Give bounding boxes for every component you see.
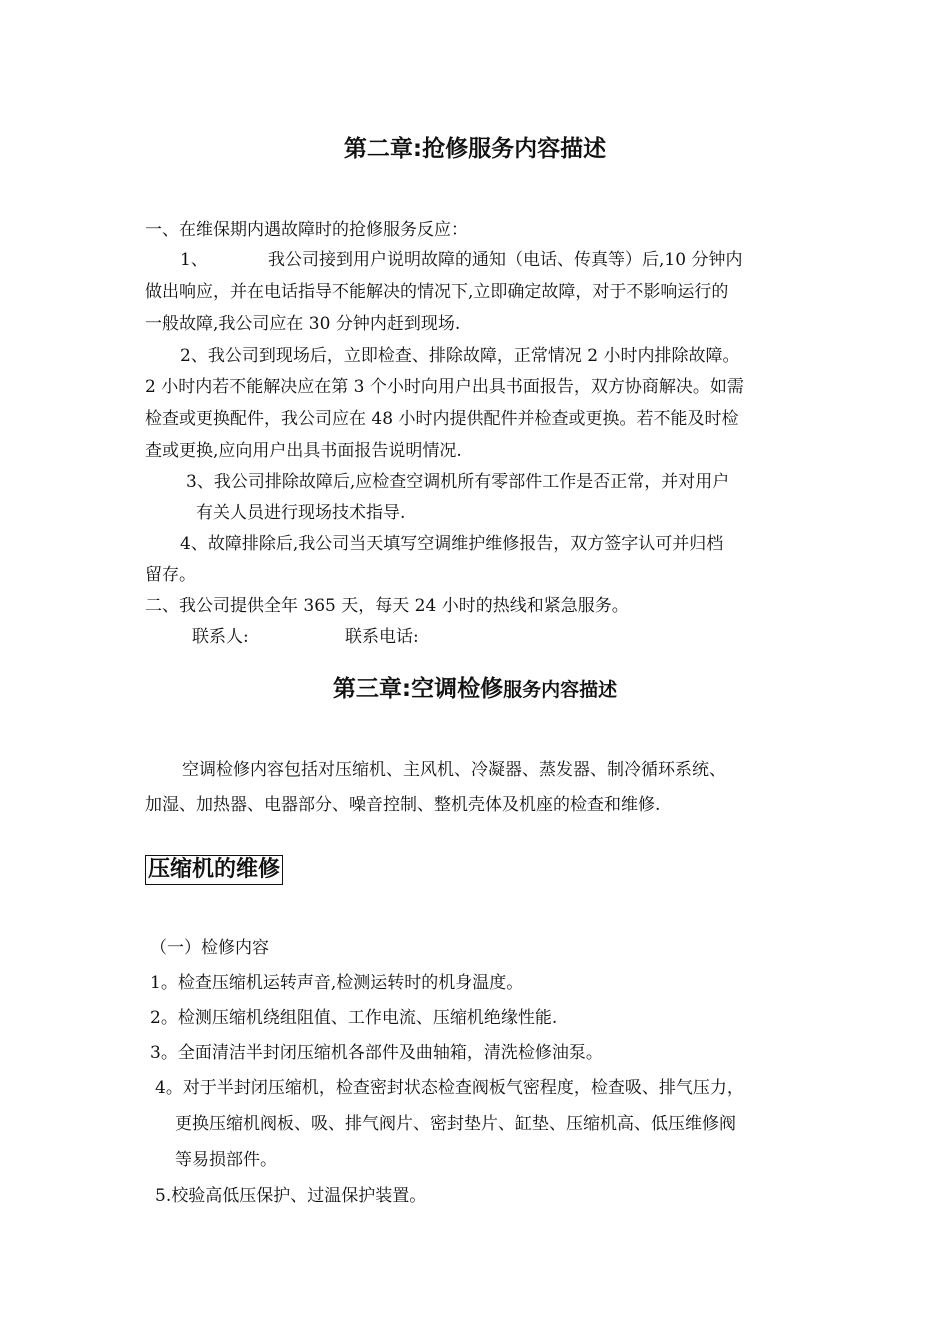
item-3-text: 3、我公司排除故障后,应检查空调机所有零部件工作是否正常，并对用户 xyxy=(186,472,730,492)
list-item: 5.校验高低压保护、过温保护装置。 xyxy=(155,1186,427,1206)
list-item: 2。检测压缩机绕组阻值、工作电流、压缩机绝缘性能. xyxy=(150,1008,558,1028)
chapter3-title-rest: 服务内容描述 xyxy=(503,679,618,701)
paragraph-line: 留存。 xyxy=(145,565,196,585)
section-one-heading: 一、在维保期内遇故障时的抢修服务反应： xyxy=(145,220,468,240)
compressor-section-title: 压缩机的维修 xyxy=(145,855,283,885)
contact-phone-label: 联系电话: xyxy=(345,627,419,647)
paragraph-line: 查或更换,应向用户出具书面报告说明情况. xyxy=(145,441,462,461)
inspection-content-heading: （一）检修内容 xyxy=(150,938,269,958)
paragraph-line: 2 小时内若不能解决应在第 3 个小时向用户出具书面报告，双方协商解决。如需 xyxy=(145,377,744,397)
item-1-number: 1、 xyxy=(180,250,208,270)
chapter3-title-main: 第三章:空调检修 xyxy=(332,676,504,702)
chapter2-title: 第二章:抢修服务内容描述 xyxy=(343,136,607,162)
section-two-heading: 二、我公司提供全年 365 天，每天 24 小时的热线和紧急服务。 xyxy=(145,596,629,616)
list-item-continuation: 更换压缩机阀板、吸、排气阀片、密封垫片、缸垫、压缩机高、低压维修阀 xyxy=(175,1114,736,1134)
list-item: 4。对于半封闭压缩机，检查密封状态检查阀板气密程度，检查吸、排气压力， xyxy=(155,1078,744,1098)
contact-person-label: 联系人: xyxy=(192,627,249,647)
paragraph-line: 加湿、加热器、电器部分、噪音控制、整机壳体及机座的检查和维修. xyxy=(145,795,661,815)
item-4-text: 4、故障排除后,我公司当天填写空调维护维修报告，双方签字认可并归档 xyxy=(180,534,724,554)
paragraph-line: 有关人员进行现场技术指导. xyxy=(196,503,406,523)
list-item-continuation: 等易损部件。 xyxy=(175,1150,277,1170)
chapter3-title xyxy=(0,674,950,705)
paragraph-line: 做出响应，并在电话指导不能解决的情况下,立即确定故障，对于不影响运行的 xyxy=(145,282,729,302)
paragraph-line: 检查或更换配件，我公司应在 48 小时内提供配件并检查或更换。若不能及时检 xyxy=(145,409,739,429)
item-1-text: 我公司接到用户说明故障的通知（电话、传真等）后,10 分钟内 xyxy=(268,250,743,270)
list-item: 1。检查压缩机运转声音,检测运转时的机身温度。 xyxy=(150,973,524,993)
item-2-text: 2、我公司到现场后，立即检查、排除故障，正常情况 2 小时内排除故障。 xyxy=(180,346,740,366)
list-item: 3。全面清洁半封闭压缩机各部件及曲轴箱，清洗检修油泵。 xyxy=(150,1043,603,1063)
paragraph-line: 一般故障,我公司应在 30 分钟内赶到现场. xyxy=(145,314,461,334)
paragraph-line: 空调检修内容包括对压缩机、主风机、冷凝器、蒸发器、制冷循环系统、 xyxy=(182,760,726,780)
